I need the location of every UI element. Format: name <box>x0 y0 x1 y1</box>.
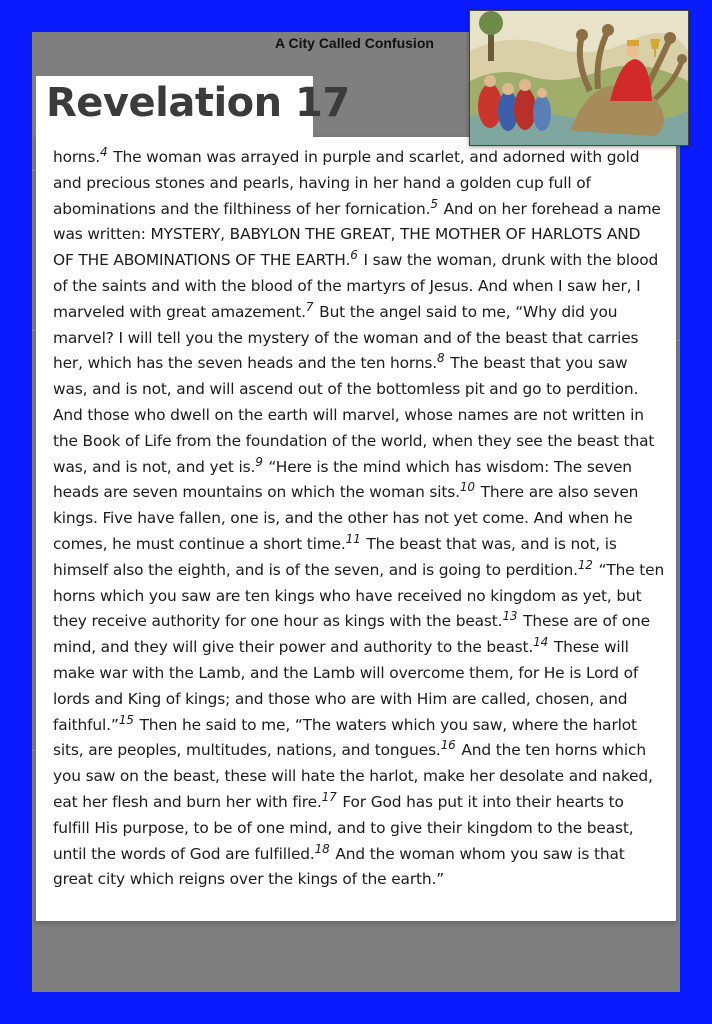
scripture-text <box>53 145 665 893</box>
verse-number: 4 <box>100 145 108 159</box>
verse-number: 5 <box>430 196 438 211</box>
verse-number: 10 <box>459 480 475 495</box>
verse-number: 12 <box>577 557 593 572</box>
woodcut-illustration <box>469 10 689 146</box>
verse-number: 16 <box>440 738 456 753</box>
verse-number: 15 <box>118 712 134 727</box>
verse-number: 9 <box>255 454 263 469</box>
background-divider <box>676 340 680 341</box>
verse-text: The woman was arrayed in purple and scarlet, and adorned with gold and precious stones and pearls, having in her hand a golden cup full of abominations and the filthiness of her fornication. <box>53 148 640 218</box>
verse-number: 14 <box>533 635 549 650</box>
verse-text: The beast that was, and is not, is himself also the eighth, and is of the seven, and is going to perdition. <box>53 534 617 579</box>
verse-text: There are also seven kings. Five have fallen, one is, and the other has not yet come. And when he comes, he must continue a short time. <box>53 483 639 553</box>
verse-text: horns. <box>53 148 100 166</box>
verse-number: 11 <box>345 531 361 546</box>
verse-number: 13 <box>502 609 518 624</box>
verse-number: 17 <box>321 789 337 804</box>
verse-text: “Here is the mind which has wisdom: The seven heads are seven mountains on which the woman sits. <box>53 457 632 502</box>
verse-text: “The ten horns which you saw are ten kings who have received no kingdom as yet, but they receive authority for one hour as kings with the beast. <box>53 560 665 631</box>
verse-text: But the angel said to me, “Why did you marvel? I will tell you the mystery of the woman and of the beast that carries her, which has the seven heads and the ten horns. <box>53 302 639 373</box>
verse-number: 8 <box>437 351 445 366</box>
verse-text: And the ten horns which you saw on the beast, these will hate the harlot, make her desolate and naked, eat her flesh and burn her with fire. <box>53 741 653 811</box>
verse-number: 6 <box>350 248 358 263</box>
verse-text: These will make war with the Lamb, and the Lamb will overcome them, for He is Lord of lords and King of kings; and those who are with Him are called, chosen, and faithful.” <box>53 638 639 734</box>
header-title: A City Called Confusion <box>275 35 434 51</box>
verse-number: 7 <box>305 299 314 314</box>
verse-text: The beast that you saw was, and is not, and will ascend out of the bottomless pit and go to perdition. And those who dwell on the earth will marvel, whose names are not written in the Book of Life from the foundation of the world, when they see the beast that was, and is not, and yet is. <box>53 354 655 476</box>
illustration-image <box>470 11 688 145</box>
verse-text: And the woman whom you saw is that great city which reigns over the kings of the earth.” <box>53 844 625 889</box>
verse-number: 18 <box>314 841 330 856</box>
verse-text: Then he said to me, “The waters which you saw, where the harlot sits, are peoples, multitudes, nations, and tongues. <box>53 715 637 760</box>
verse-text: I saw the woman, drunk with the blood of the saints and with the blood of the martyrs of Jesus. And when I saw her, I marveled with great amazement. <box>53 251 659 321</box>
verse-text: For God has put it into their hearts to fulfill His purpose, to be of one mind, and to give their kingdom to the beast, until the words of God are fulfilled. <box>53 792 634 863</box>
verse-text: These are of one mind, and they will give their power and authority to the beast. <box>53 612 650 657</box>
verse-text: And on her forehead a name was written: MYSTERY, BABYLON THE GREAT, THE MOTHER OF HARLOTS AND OF THE ABOMINATIONS OF THE EARTH. <box>53 199 661 270</box>
page-title: Revelation 17 <box>46 80 350 126</box>
